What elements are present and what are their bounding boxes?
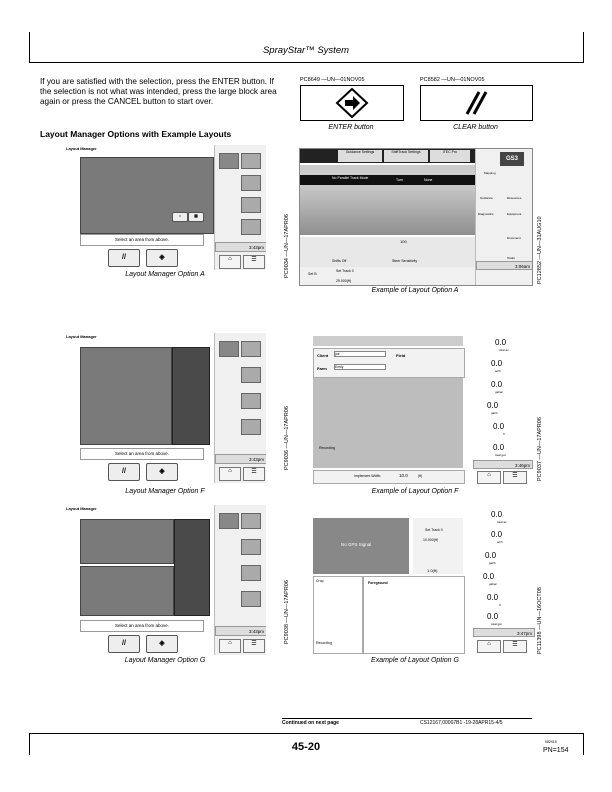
track-panel (413, 518, 463, 574)
menu-totals[interactable]: Totals (507, 256, 515, 260)
pn-number: PN=154 (543, 747, 569, 754)
example-f-screen (313, 334, 533, 484)
layout-thumb[interactable] (241, 219, 261, 235)
client-select[interactable]: joe (334, 351, 386, 357)
small-code: 082915 (545, 740, 557, 744)
track-offset: 1.0(ft) (427, 568, 438, 573)
continued-note: Continued on next page (282, 720, 339, 726)
status-bar (300, 175, 475, 185)
field-selector (313, 348, 465, 378)
block-area-top[interactable] (80, 519, 174, 564)
foreground-panel (363, 576, 465, 654)
map-view[interactable] (313, 518, 409, 574)
readout-total-ac: 0.0 (491, 510, 503, 519)
enter-button[interactable]: ◈ (146, 249, 178, 267)
home-icon[interactable]: ⌂ (219, 255, 241, 269)
set-b-button[interactable]: Set B (308, 272, 317, 276)
recording-label: Recording (316, 641, 332, 645)
readout-unit: total ac (497, 520, 507, 524)
clock: 3:47pm (473, 628, 535, 637)
footer-rule (282, 718, 532, 719)
layout-thumb[interactable] (241, 565, 261, 581)
lm-a-code: PC9034 —UN—17APR06 (284, 214, 290, 278)
implement-label: Implement Width: (354, 474, 382, 478)
block-area[interactable] (80, 157, 214, 234)
header-rule (29, 62, 584, 63)
layout-thumb[interactable] (241, 539, 261, 555)
readout-gal-ac: 0.0 (491, 380, 503, 389)
crop-panel (313, 576, 363, 654)
readout-unit: total gal (491, 622, 502, 626)
layout-thumb[interactable] (241, 367, 261, 383)
tab-itec-pro[interactable]: iTEC Pro (430, 150, 470, 162)
clear-button[interactable]: // (108, 463, 140, 481)
readout-unit: gal/h (489, 561, 496, 565)
readout-ac-h: 0.0 (491, 530, 503, 539)
layout-thumb[interactable] (241, 175, 261, 191)
status-text: No Parallel Track Mode (332, 176, 369, 180)
home-icon[interactable]: ⌂ (172, 212, 188, 222)
home-icon[interactable]: ⌂ (477, 471, 501, 484)
layout-thumb[interactable] (241, 197, 261, 213)
layout-thumb[interactable] (241, 419, 261, 435)
enter-caption: ENTER button (328, 124, 374, 131)
sensitivity-value: 100 (400, 239, 407, 244)
intro-paragraph: If you are satisfied with the selection, press the ENTER button. If the selection is not what was intended, press the large block area again or press the CANCEL button to start over. (40, 77, 277, 106)
set-track-button[interactable]: Set Track 0 (336, 269, 354, 273)
select-prompt: Select an area from above. (80, 620, 204, 632)
tab-shifttrack-settings[interactable]: ShiftTrack Settings (384, 150, 428, 162)
block-area-side[interactable] (174, 519, 210, 616)
readout-unit: total gal (495, 453, 506, 457)
layout-thumb[interactable] (219, 153, 239, 169)
menu-guidance[interactable]: Guidance (480, 196, 493, 200)
enter-icon (301, 86, 403, 120)
lm-f-caption: Layout Manager Option F (125, 488, 205, 495)
side-panel (214, 333, 266, 483)
ex-g-caption: Example of Layout Option G (371, 657, 459, 664)
layout-thumb[interactable] (241, 341, 261, 357)
readout-total-gal: 0.0 (493, 443, 505, 452)
readout-total-ac: 0.0 (495, 338, 507, 347)
doc-reference: CS12167,00007B1 -19-28APR15-4/5 (420, 720, 503, 726)
layout-manager-g-screen (64, 505, 266, 655)
layout-thumb[interactable] (219, 341, 239, 357)
layout-thumb[interactable] (241, 513, 261, 529)
clock: 3:43pm (215, 242, 266, 252)
menu-panel (475, 149, 533, 285)
field-label: Field (396, 353, 406, 358)
bottom-rule (29, 733, 584, 734)
farm-label: Farm (317, 366, 327, 371)
readout-gal-ac: 0.0 (483, 572, 495, 581)
block-area-bottom[interactable] (80, 566, 174, 616)
example-a-screen (299, 148, 533, 286)
farm-select[interactable]: Emily (334, 364, 386, 370)
enter-button[interactable]: ◈ (146, 635, 178, 653)
readout-ac-h: 0.0 (491, 359, 503, 368)
gs3-logo: GS3 (500, 152, 524, 166)
layout-thumb[interactable] (241, 153, 261, 169)
ex-a-caption: Example of Layout Option A (371, 287, 459, 294)
readout-unit: ft (499, 603, 501, 607)
chevron-strip (313, 336, 463, 346)
track-distance: 25.000(ft) (336, 279, 351, 283)
select-prompt: Select an area from above. (80, 234, 204, 246)
readout-unit: ft (503, 432, 505, 436)
menu-icon[interactable]: ☰ (503, 471, 527, 484)
home-icon[interactable]: ⌂ (477, 640, 501, 653)
readout-gal-h: 0.0 (487, 401, 499, 410)
select-prompt: Select an area from above. (80, 448, 204, 460)
implement-unit: (ft) (418, 474, 423, 478)
crop-label: Crop (316, 579, 324, 583)
example-g-screen (313, 504, 535, 654)
bottom-controls (300, 267, 475, 285)
ex-a-code: PC12852 —UN—31AUG10 (537, 216, 543, 284)
ex-f-code: PC9037 —UN—17APR06 (537, 417, 543, 481)
menu-resources[interactable]: Resources (507, 196, 522, 200)
side-panel (214, 145, 266, 270)
readout-column (473, 334, 533, 484)
gps-status: No GPS Signal (341, 542, 372, 547)
set-track-button[interactable]: Set Track 0 (425, 528, 443, 532)
layout-thumb[interactable] (241, 591, 261, 607)
sensitivity-label: Steer Sensitivity (392, 259, 418, 263)
lm-title: Layout Manager (66, 506, 97, 511)
enter-button-figure (300, 85, 404, 121)
menu-icon[interactable]: ☰ (243, 255, 265, 269)
clear-icon (421, 86, 532, 120)
tab-guidance-settings[interactable]: Guidance Settings (338, 150, 382, 162)
readout-gal-h: 0.0 (485, 551, 497, 560)
clear-button[interactable]: // (108, 635, 140, 653)
menu-diagnostics[interactable]: Diagnostics (478, 212, 494, 216)
readout-ft: 0.0 (493, 422, 505, 431)
readout-unit: ac/h (497, 540, 503, 544)
none-label: None (424, 178, 433, 182)
guidance-controls (300, 237, 475, 267)
readout-unit: gal/h (491, 411, 498, 415)
layout-manager-a-screen (64, 145, 266, 270)
track-distance: 10.000(ft) (423, 538, 438, 542)
clear-figure-code: PC8582 —UN—01NOV05 (420, 77, 485, 83)
page-number: 45-20 (291, 741, 321, 753)
clock: 3:46pm (473, 460, 533, 469)
recording-label: Recording (319, 446, 335, 450)
lm-title: Layout Manager (66, 334, 97, 339)
foreground-label: Foreground (368, 581, 388, 585)
home-icon[interactable]: ⌂ (219, 467, 241, 481)
home-icon[interactable]: ⌂ (219, 639, 241, 653)
layout-manager-f-screen (64, 333, 266, 483)
clock: 3:06am (476, 261, 533, 270)
menu-icon[interactable]: ☰ (243, 639, 265, 653)
implement-width: 10.0 (399, 473, 408, 478)
lm-g-code: PC9038 —UN—17APR06 (284, 580, 290, 644)
ex-f-caption: Example of Layout Option F (371, 488, 459, 495)
client-label: Client (317, 353, 329, 358)
layout-thumb[interactable] (219, 513, 239, 529)
menu-document[interactable]: Document (507, 236, 521, 240)
page-header-title: SprayStar™ System (262, 45, 350, 56)
layout-thumb[interactable] (241, 393, 261, 409)
clock: 3:43pm (215, 626, 266, 636)
lm-f-code: PC9036 —UN—17APR06 (284, 406, 290, 470)
map-view[interactable] (300, 185, 475, 235)
readout-unit: ac/h (495, 369, 501, 373)
shifts-label: Shifts Off (332, 259, 347, 263)
enter-figure-code: PC8649 —UN—01NOV05 (300, 77, 365, 83)
readout-ft: 0.0 (487, 593, 499, 602)
readout-total-gal: 0.0 (487, 612, 499, 621)
chevron-strip (300, 165, 475, 175)
turn-label: Turn (396, 178, 404, 182)
menu-mapping[interactable]: Mapping (484, 171, 496, 175)
lm-title: Layout Manager (66, 146, 97, 151)
block-area-large[interactable] (80, 347, 172, 445)
readout-column (473, 504, 535, 654)
side-panel (214, 505, 266, 655)
section-heading: Layout Manager Options with Example Layouts (40, 129, 232, 139)
implement-bar (313, 470, 465, 484)
grid-icon[interactable]: ▦ (188, 212, 204, 222)
clear-button[interactable]: // (108, 249, 140, 267)
clock: 3:43pm (215, 454, 266, 464)
lm-a-caption: Layout Manager Option A (125, 271, 205, 278)
clear-button-figure (420, 85, 533, 121)
menu-icon[interactable]: ☰ (243, 467, 265, 481)
block-area-side[interactable] (172, 347, 210, 445)
readout-unit: gal/ac (489, 582, 498, 586)
clear-caption: CLEAR button (453, 124, 498, 131)
menu-equipment[interactable]: Equipment (507, 212, 522, 216)
readout-unit: total ac (499, 348, 509, 352)
enter-button[interactable]: ◈ (146, 463, 178, 481)
readout-unit: gal/ac (495, 390, 504, 394)
menu-icon[interactable]: ☰ (503, 640, 527, 653)
ex-g-code: PC11398 —UN—16OCT08 (537, 587, 543, 654)
lm-g-caption: Layout Manager Option G (124, 657, 206, 664)
map-view[interactable] (313, 378, 463, 468)
